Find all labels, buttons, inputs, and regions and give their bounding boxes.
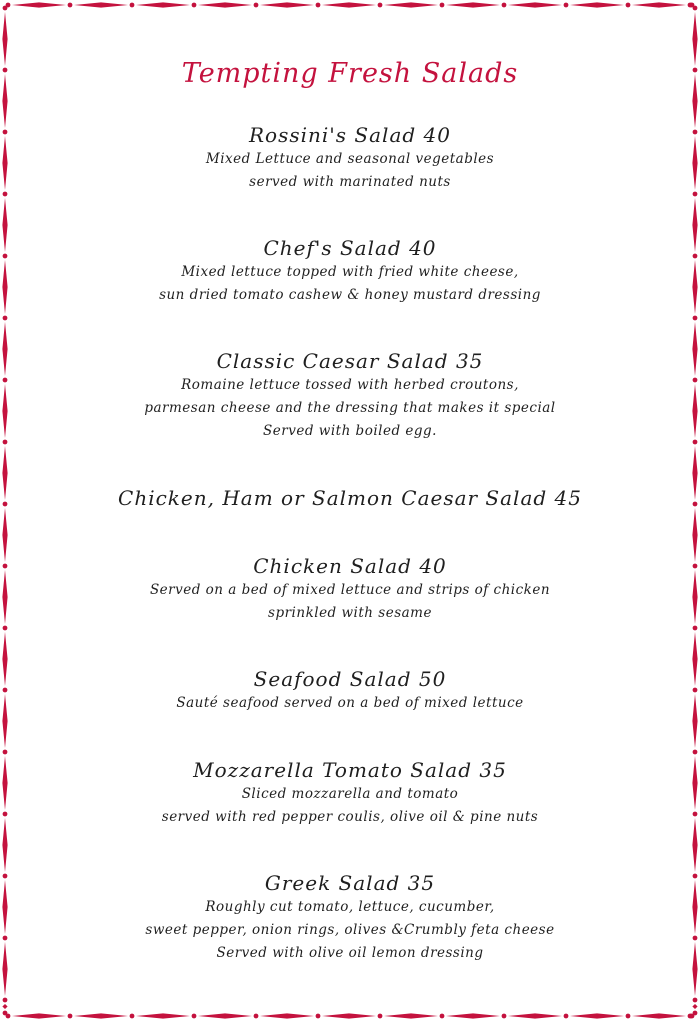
border-diamond <box>692 818 697 872</box>
border-diamond <box>2 632 7 686</box>
description-line: Served on a bed of mixed lettuce and strips of chicken <box>149 582 551 598</box>
border-diamond <box>2 942 7 996</box>
item-description <box>30 692 670 715</box>
item-description <box>30 148 670 194</box>
menu-item-chicken-salad <box>30 553 670 625</box>
border-diamond <box>692 74 697 128</box>
border-diamond <box>692 570 697 624</box>
description-line: Mixed Lettuce and seasonal vegetables <box>205 151 495 167</box>
item-description <box>30 579 670 625</box>
border-diamond <box>2 384 7 438</box>
description-line: sweet pepper, onion rings, olives &Crumbly feta cheese <box>145 922 555 938</box>
border-bead <box>3 440 8 445</box>
border-diamond <box>692 260 697 314</box>
border-diamond <box>692 136 697 190</box>
border-diamond <box>2 446 7 500</box>
border-diamond <box>2 570 7 624</box>
menu-item-chefs-salad <box>30 235 670 307</box>
border-diamond <box>2 694 7 748</box>
item-name: Greek Salad 35 <box>264 871 436 895</box>
menu-item-mozzarella-tomato-salad <box>30 757 670 829</box>
border-bead <box>693 68 698 73</box>
border-bead <box>3 6 8 11</box>
border-diamond <box>692 12 697 66</box>
border-bead <box>3 68 8 73</box>
border-diamond <box>692 322 697 376</box>
border-bead <box>3 192 8 197</box>
item-description <box>30 374 670 443</box>
border-diamond <box>692 446 697 500</box>
border-diamond <box>692 1004 697 1009</box>
border-bead <box>693 1011 698 1016</box>
border-bead <box>3 626 8 631</box>
description-line: served with marinated nuts <box>249 174 451 190</box>
description-line: Romaine lettuce tossed with herbed croutons, <box>181 377 519 393</box>
border-diamond <box>2 136 7 190</box>
border-bead <box>693 874 698 879</box>
border-diamond <box>692 756 697 810</box>
border-bead <box>693 936 698 941</box>
border-bead <box>688 3 693 8</box>
border-bead <box>688 1014 693 1019</box>
border-diamond <box>692 880 697 934</box>
border-bead <box>3 254 8 259</box>
border-diamond <box>692 632 697 686</box>
border-diamond <box>2 12 7 66</box>
border-bead <box>693 378 698 383</box>
border-bead <box>3 812 8 817</box>
item-name: Seafood Salad 50 <box>253 667 447 691</box>
border-bead <box>6 1014 11 1019</box>
border-bead <box>693 750 698 755</box>
description-line: sun dried tomato cashew & honey mustard dressing <box>159 287 541 303</box>
item-name: Chef's Salad 40 <box>263 236 437 260</box>
border-bead <box>693 192 698 197</box>
border-bead <box>693 688 698 693</box>
border-bead <box>3 378 8 383</box>
border-bead <box>3 688 8 693</box>
border-bead <box>693 6 698 11</box>
border-diamond <box>2 74 7 128</box>
menu-item-protein-caesar-salad <box>30 485 670 511</box>
border-diamond <box>2 880 7 934</box>
border-bead <box>3 502 8 507</box>
menu-item-classic-caesar-salad <box>30 348 670 443</box>
description-line: Sauté seafood served on a bed of mixed lettuce <box>176 695 524 711</box>
border-diamond <box>688 2 694 7</box>
border-bead <box>693 564 698 569</box>
border-bead <box>3 874 8 879</box>
border-diamond <box>692 694 697 748</box>
item-name: Chicken, Ham or Salmon Caesar Salad 45 <box>118 486 582 510</box>
border-bead <box>3 750 8 755</box>
description-line: Sliced mozzarella and tomato <box>241 786 459 802</box>
border-bead <box>3 316 8 321</box>
border-bead <box>693 998 698 1003</box>
border-bead <box>3 130 8 135</box>
border-diamond <box>692 384 697 438</box>
border-bead <box>690 1014 695 1019</box>
border-bead <box>3 998 8 1003</box>
border-bead <box>3 1011 8 1016</box>
border-diamond <box>2 322 7 376</box>
border-diamond <box>2 198 7 252</box>
border-diamond <box>2 260 7 314</box>
item-name: Classic Caesar Salad 35 <box>216 349 484 373</box>
description-line: Mixed lettuce topped with fried white cheese, <box>181 264 519 280</box>
border-diamond <box>692 942 697 996</box>
description-line: parmesan cheese and the dressing that makes it special <box>144 400 556 416</box>
menu-item-seafood-salad <box>30 666 670 715</box>
salad-menu <box>30 0 670 1021</box>
border-diamond <box>692 508 697 562</box>
border-bead <box>693 440 698 445</box>
item-name: Rossini's Salad 40 <box>249 123 451 147</box>
border-diamond <box>2 508 7 562</box>
description-line: Roughly cut tomato, lettuce, cucumber, <box>205 899 495 915</box>
border-diamond <box>2 1004 7 1009</box>
border-diamond <box>2 818 7 872</box>
border-bead <box>690 3 695 8</box>
border-bead <box>693 812 698 817</box>
item-name: Chicken Salad 40 <box>253 554 447 578</box>
border-bead <box>3 936 8 941</box>
menu-item-rossini-salad <box>30 122 670 194</box>
menu-title: Tempting Fresh Salads <box>181 58 519 89</box>
border-bead <box>693 316 698 321</box>
item-description <box>30 783 670 829</box>
description-line: Served with boiled egg. <box>263 423 437 439</box>
border-diamond <box>688 1013 694 1018</box>
border-bead <box>6 3 11 8</box>
item-name: Mozzarella Tomato Salad 35 <box>193 758 507 782</box>
border-diamond <box>692 198 697 252</box>
menu-item-greek-salad <box>30 870 670 965</box>
border-bead <box>693 130 698 135</box>
description-line: served with red pepper coulis, olive oil & pine nuts <box>161 809 539 825</box>
border-bead <box>693 626 698 631</box>
description-line: Served with olive oil lemon dressing <box>216 945 484 961</box>
item-description <box>30 261 670 307</box>
item-description <box>30 896 670 965</box>
border-bead <box>693 254 698 259</box>
border-bead <box>693 502 698 507</box>
border-bead <box>3 564 8 569</box>
description-line: sprinkled with sesame <box>268 605 432 621</box>
border-diamond <box>2 756 7 810</box>
